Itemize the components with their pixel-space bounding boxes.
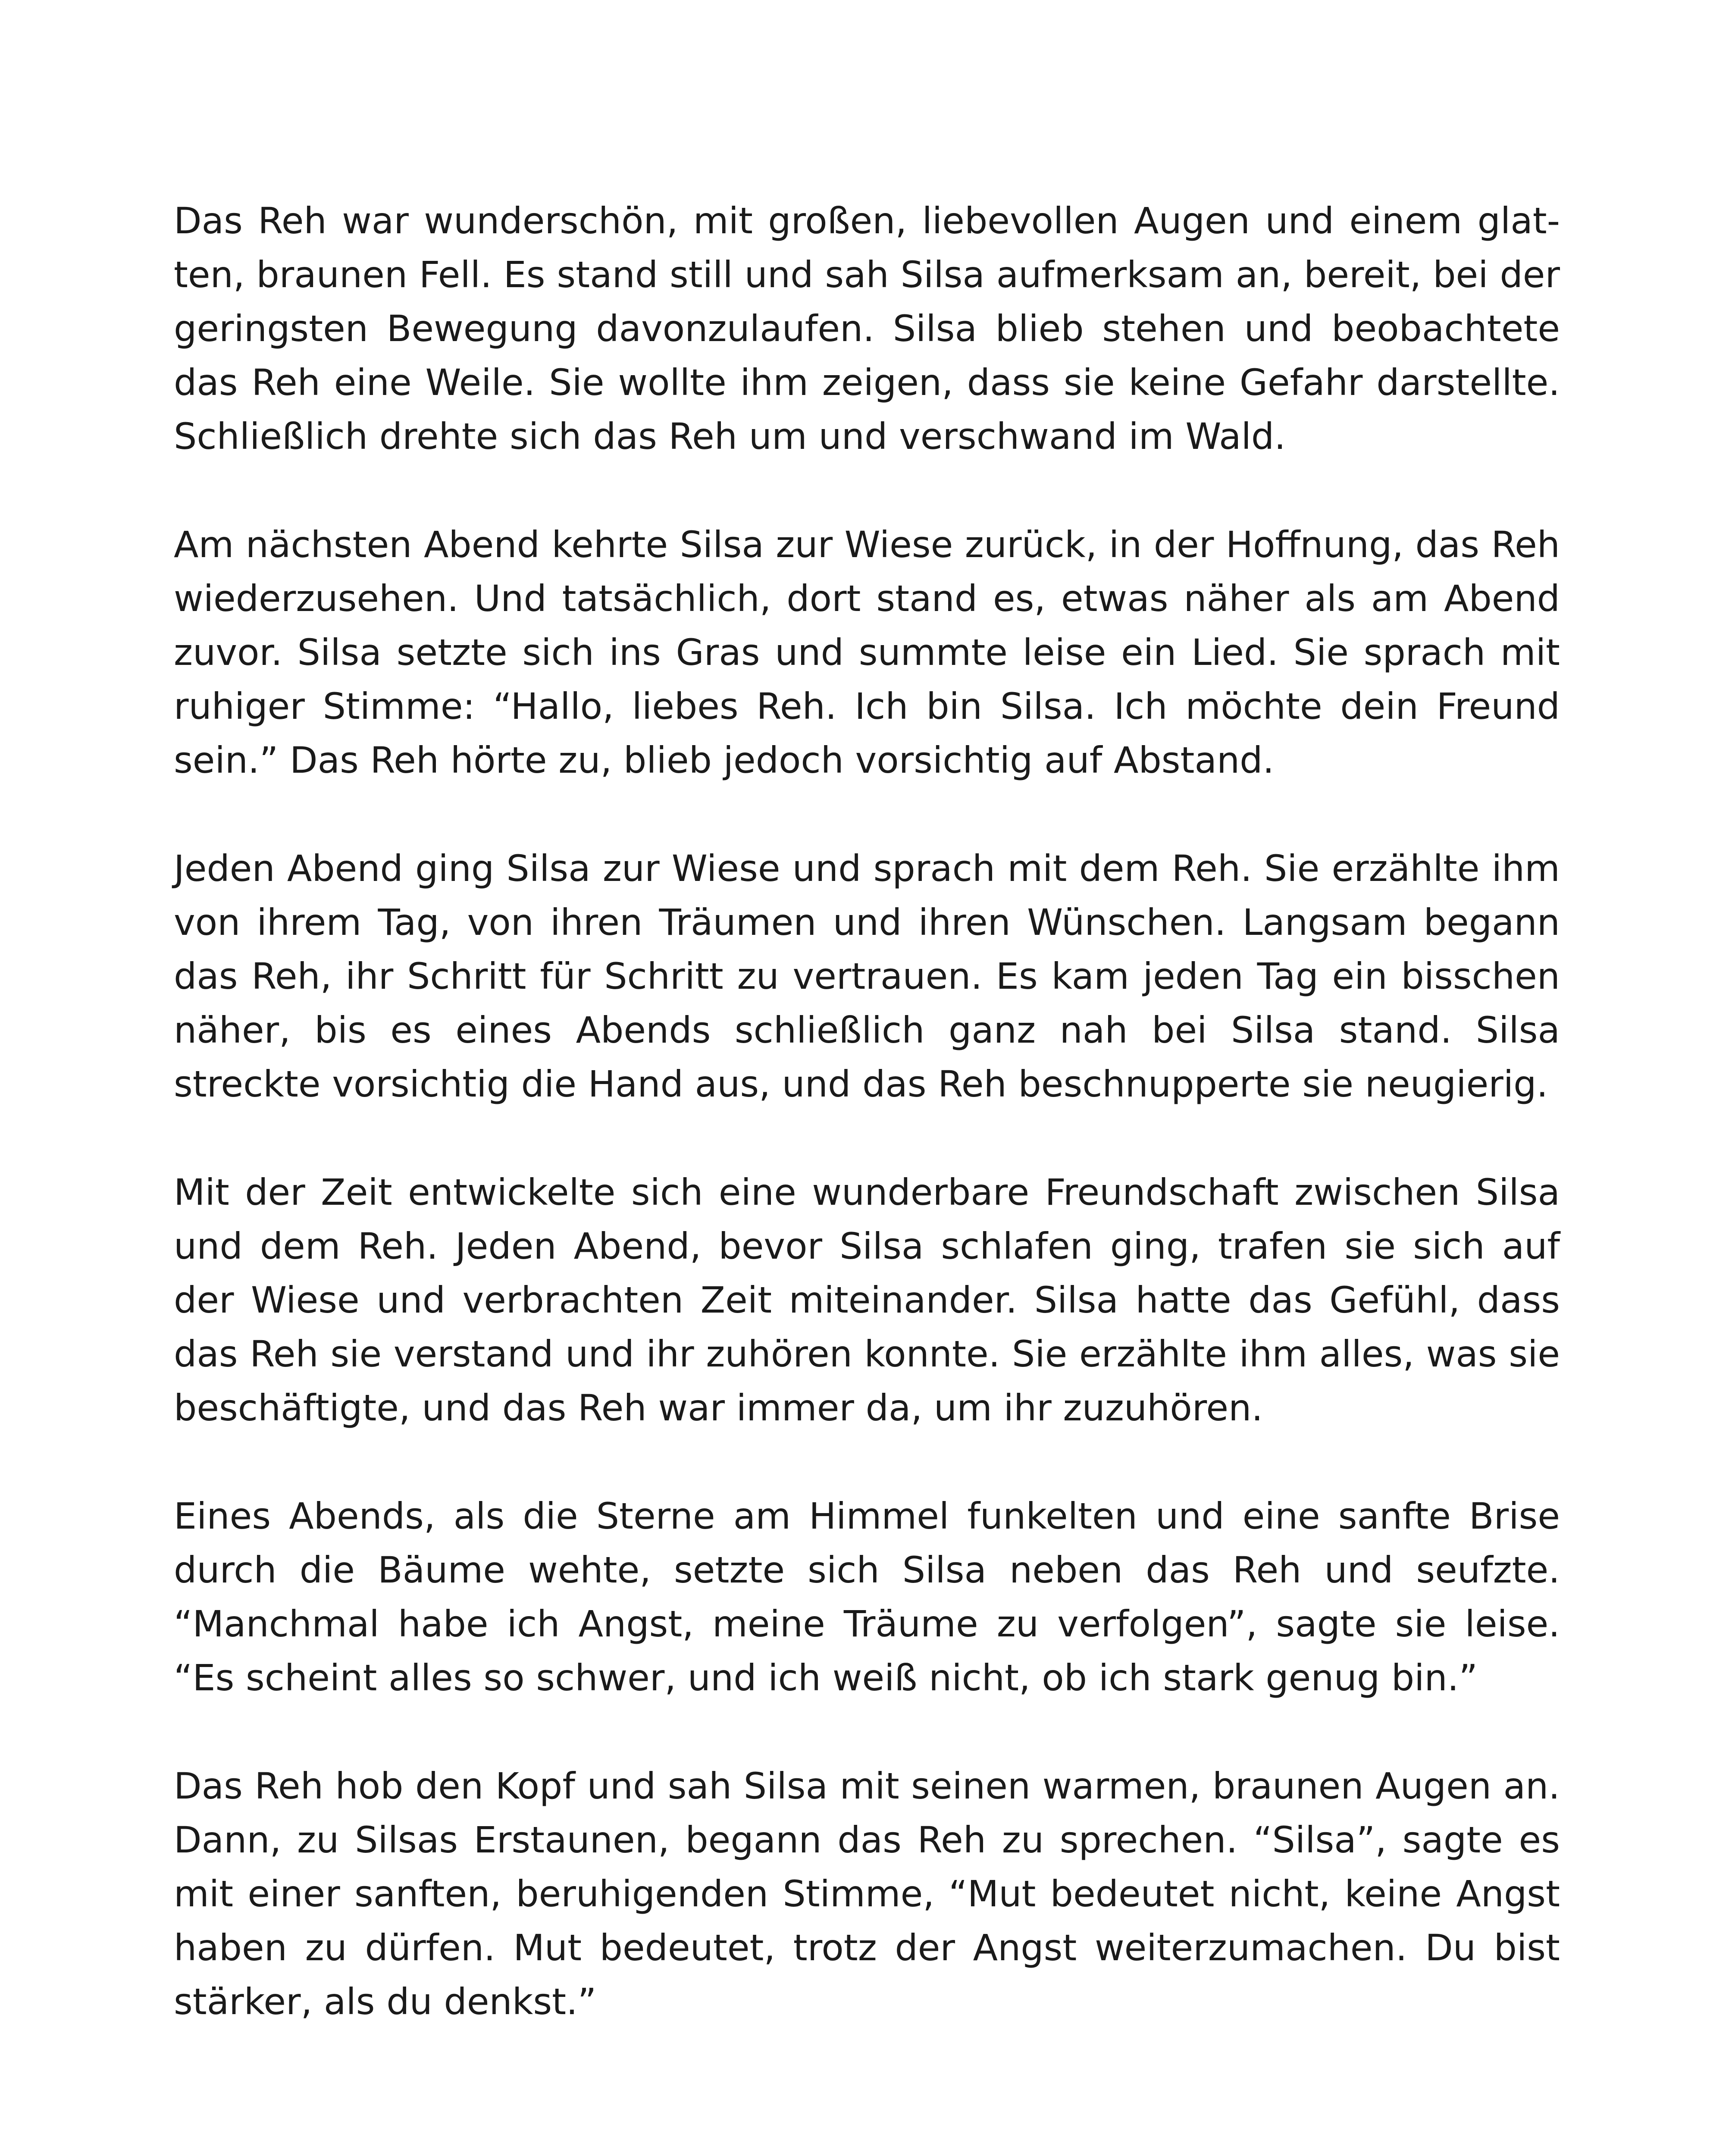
page-body-text	[174, 194, 1560, 2083]
paragraph-5: Eines Abends, als die Sterne am Himmel funkelten und eine sanfte Brise durch die Bäume wehte, setzte sich Silsa neben das Reh und seufzte. “Manchmal habe ich Angst, meine Träume zu verfolgen”, sagte sie leise. “Es scheint alles so schwer, und ich weiß nicht, ob ich stark genug bin.”	[174, 1495, 1560, 1699]
paragraph-4: Mit der Zeit entwickelte sich eine wunderbare Freundschaft zwischen Silsa und dem Reh. Jeden Abend, bevor Silsa schlafen ging, trafen sie sich auf der Wiese und verbrachten Zeit miteinander. Silsa hatte das Gefühl, dass das Reh sie verstand und ihr zuhören konnte. Sie erzählte ihm alles, was sie beschäftigte, und das Reh war immer da, um ihr zuzuhören.	[174, 1171, 1560, 1429]
paragraph-1: Das Reh war wunderschön, mit großen, liebevollen Augen und einem glatten, braunen Fell. Es stand still und sah Silsa aufmerksam an, bereit, bei der geringsten Bewegung davonzulaufen. Silsa blieb stehen und beobachtete das Reh eine Weile. Sie wollte ihm zeigen, dass sie keine Gefahr darstellte. Schließlich drehte sich das Reh um und verschwand im Wald.	[174, 200, 1560, 458]
paragraph-2: Am nächsten Abend kehrte Silsa zur Wiese zurück, in der Hoffnung, das Reh wiederzusehen. Und tatsächlich, dort stand es, etwas näher als am Abend zuvor. Silsa setzte sich ins Gras und summte leise ein Lied. Sie sprach mit ruhiger Stimme: “Hallo, liebes Reh. Ich bin Silsa. Ich möchte dein Freund sein.” Das Reh hörte zu, blieb jedoch vorsichtig auf Abstand.	[174, 523, 1560, 781]
paragraph-6: Das Reh hob den Kopf und sah Silsa mit seinen warmen, braunen Augen an. Dann, zu Silsas Erstaunen, begann das Reh zu sprechen. “Silsa”, sagte es mit einer sanften, beruhigenden Stimme, “Mut bedeutet nicht, keine Angst haben zu dürfen. Mut bedeutet, trotz der Angst weiterzumachen. Du bist stärker, als du denkst.”	[174, 1765, 1560, 2023]
paragraph-3: Jeden Abend ging Silsa zur Wiese und sprach mit dem Reh. Sie erzählte ihm von ihrem Tag, von ihren Träumen und ihren Wünschen. Langsam begann das Reh, ihr Schritt für Schritt zu vertrauen. Es kam jeden Tag ein bisschen näher, bis es eines Abends schließlich ganz nah bei Silsa stand. Silsa streckte vorsichtig die Hand aus, und das Reh beschnupperte sie neugierig.	[174, 847, 1560, 1105]
